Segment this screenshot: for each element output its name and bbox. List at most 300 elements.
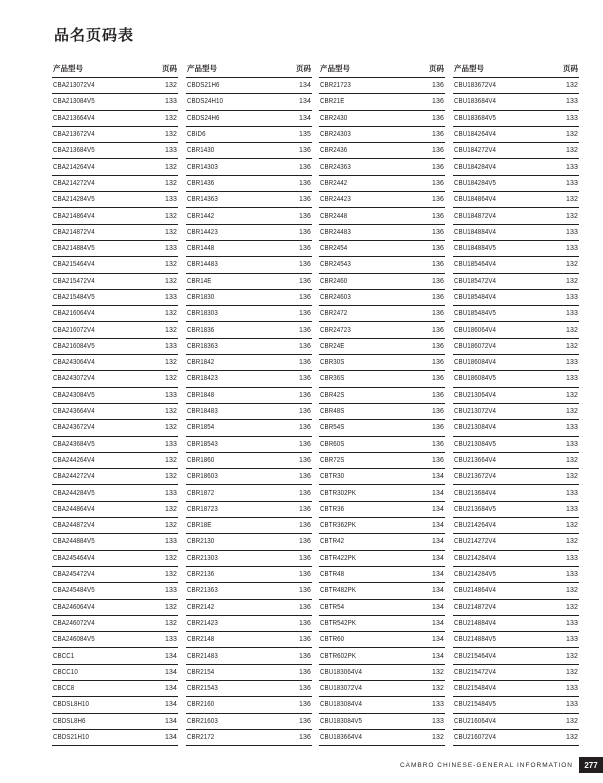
table-row [453, 648, 579, 664]
table-row [186, 583, 312, 599]
page-ref: 132 [165, 505, 177, 513]
page-ref: 132 [566, 342, 578, 350]
page-ref: 133 [165, 98, 177, 106]
product-code: CBA243684V5 [53, 440, 95, 448]
page-ref: 136 [299, 685, 311, 693]
page-ref: 134 [165, 685, 177, 693]
table-row [319, 583, 445, 599]
table-row [186, 355, 312, 371]
table-row [319, 714, 445, 730]
column-header [186, 60, 312, 78]
table-row [453, 143, 579, 159]
product-code: CBR1436 [187, 179, 215, 187]
table-row [319, 355, 445, 371]
page-ref: 133 [165, 147, 177, 155]
table-row [453, 420, 579, 436]
table-row [52, 420, 178, 436]
page-ref: 132 [165, 359, 177, 367]
page-ref: 136 [299, 522, 311, 530]
product-code: CBR18E [187, 522, 212, 530]
page-ref: 132 [432, 668, 444, 676]
page-ref: 133 [566, 571, 578, 579]
product-code: CBA243084V5 [53, 391, 95, 399]
column-header [319, 60, 445, 78]
product-code: CBU184872V4 [454, 212, 497, 220]
table-row [319, 485, 445, 501]
product-code: CBR18423 [187, 375, 218, 383]
table-row [319, 420, 445, 436]
product-code: CBDS21H6 [187, 82, 220, 90]
product-code: CBR30S [320, 359, 345, 367]
product-code: CBA216072V4 [53, 326, 95, 334]
product-code: CBR24363 [320, 163, 351, 171]
product-code: CBR18303 [187, 310, 218, 318]
table-row [186, 551, 312, 567]
page-ref: 136 [432, 326, 444, 334]
page-ref: 136 [432, 163, 444, 171]
page-ref: 136 [432, 228, 444, 236]
table-row [453, 257, 579, 273]
page-ref: 132 [165, 554, 177, 562]
table-row [186, 567, 312, 583]
page-ref: 132 [566, 196, 578, 204]
page-ref: 136 [299, 701, 311, 709]
page-ref: 134 [165, 701, 177, 709]
table-row [453, 404, 579, 420]
page-ref: 132 [165, 408, 177, 416]
product-code: CBU185472V4 [454, 277, 497, 285]
product-code: CBTR302PK [320, 489, 357, 497]
page-ref: 136 [299, 619, 311, 627]
table-row [453, 290, 579, 306]
page-ref: 133 [566, 98, 578, 106]
product-code: CBA213664V4 [53, 114, 95, 122]
product-code: CBA243072V4 [53, 375, 95, 383]
table-row [319, 290, 445, 306]
table-row [319, 437, 445, 453]
table-row [453, 730, 579, 746]
page-ref: 134 [299, 98, 311, 106]
header-model-label: 产品型号 [454, 64, 484, 73]
page-ref: 132 [165, 522, 177, 530]
product-code: CBA244884V5 [53, 538, 95, 546]
index-column [186, 60, 312, 746]
table-row [186, 225, 312, 241]
product-code: CBA213084V5 [53, 98, 95, 106]
page-ref: 133 [432, 701, 444, 709]
product-code: CBR21603 [187, 717, 218, 725]
product-code: CBR21483 [187, 652, 218, 660]
product-code: CBR2142 [187, 603, 215, 611]
product-code: CBR1854 [187, 424, 215, 432]
table-row [453, 697, 579, 713]
product-index-table [52, 60, 578, 752]
product-code: CBU213684V5 [454, 505, 497, 513]
column-header [52, 60, 178, 78]
table-row [319, 404, 445, 420]
product-code: CBU184284V5 [454, 179, 497, 187]
page-ref: 136 [299, 652, 311, 660]
product-code: CBR72S [320, 456, 345, 464]
page-ref: 132 [165, 277, 177, 285]
product-code: CBR2442 [320, 179, 348, 187]
table-row [186, 485, 312, 501]
page-ref: 133 [566, 636, 578, 644]
product-code: CBCC8 [53, 685, 75, 693]
page-ref: 136 [299, 587, 311, 595]
page-ref: 132 [165, 179, 177, 187]
product-code: CBTR48 [320, 571, 345, 579]
page-ref: 136 [299, 212, 311, 220]
product-code: CBR1872 [187, 489, 215, 497]
table-row [453, 567, 579, 583]
table-row [453, 632, 579, 648]
table-row [453, 469, 579, 485]
page-ref: 134 [165, 717, 177, 725]
table-row [453, 665, 579, 681]
header-page-label: 页码 [162, 64, 177, 73]
product-code: CBR1442 [187, 212, 215, 220]
table-row [453, 371, 579, 387]
page-ref: 136 [432, 245, 444, 253]
product-code: CBR2154 [187, 668, 215, 676]
product-code: CBA215484V5 [53, 294, 95, 301]
table-row [186, 322, 312, 338]
page-ref: 133 [566, 685, 578, 693]
page-ref: 133 [165, 636, 177, 644]
product-code: CBU184284V4 [454, 163, 497, 171]
product-code: CBU184272V4 [454, 147, 497, 155]
table-row [52, 469, 178, 485]
page-ref: 132 [566, 212, 578, 220]
page-ref: 132 [566, 326, 578, 334]
page-ref: 136 [299, 538, 311, 546]
product-code: CBU186084V5 [454, 375, 497, 383]
product-code: CBU185484V5 [454, 310, 497, 318]
product-code: CBR60S [320, 440, 345, 448]
table-row [186, 306, 312, 322]
page-ref: 134 [432, 652, 444, 660]
table-row [319, 94, 445, 110]
table-row [453, 127, 579, 143]
product-code: CBA214272V4 [53, 179, 95, 187]
page-ref: 132 [165, 261, 177, 269]
product-code: CBU186084V4 [454, 359, 497, 367]
table-row [453, 714, 579, 730]
product-code: CBU214284V5 [454, 571, 497, 579]
product-code: CBR18363 [187, 342, 218, 350]
header-model-label: 产品型号 [187, 64, 217, 73]
product-code: CBDSL8H10 [53, 701, 90, 709]
page-ref: 132 [566, 277, 578, 285]
table-row [319, 322, 445, 338]
table-row [186, 518, 312, 534]
table-row [52, 322, 178, 338]
page-ref: 133 [165, 294, 177, 301]
product-code: CBU216072V4 [454, 734, 497, 742]
page-ref: 136 [299, 147, 311, 155]
product-code: CBU186064V4 [454, 326, 497, 334]
product-code: CBTR422PK [320, 554, 357, 562]
page-ref: 133 [566, 245, 578, 253]
table-row [319, 534, 445, 550]
page-ref: 132 [566, 473, 578, 481]
page-ref: 136 [299, 636, 311, 644]
product-code: CBU214884V5 [454, 636, 497, 644]
table-row [319, 518, 445, 534]
product-code: CBA215472V4 [53, 277, 95, 285]
page-ref: 135 [299, 131, 311, 139]
table-row [453, 534, 579, 550]
product-code: CBU213672V4 [454, 473, 497, 481]
page-ref: 132 [566, 734, 578, 742]
product-code: CBU214264V4 [454, 522, 497, 530]
index-column [319, 60, 445, 746]
table-row [319, 681, 445, 697]
product-code: CBR1448 [187, 245, 215, 253]
table-row [186, 697, 312, 713]
table-row [453, 274, 579, 290]
page-ref: 136 [299, 505, 311, 513]
page-ref: 136 [432, 261, 444, 269]
table-row [319, 551, 445, 567]
product-code: CBR1830 [187, 294, 215, 301]
page-ref: 133 [165, 342, 177, 350]
table-row [52, 583, 178, 599]
header-model-label: 产品型号 [320, 64, 350, 73]
page-ref: 136 [299, 440, 311, 448]
page-ref: 132 [165, 163, 177, 171]
page-ref: 134 [432, 554, 444, 562]
table-row [52, 159, 178, 175]
table-row [52, 437, 178, 453]
page-ref: 132 [566, 408, 578, 416]
product-code: CBA213072V4 [53, 82, 95, 90]
page-ref: 136 [432, 375, 444, 383]
product-code: CBR24723 [320, 326, 351, 334]
page-ref: 136 [432, 212, 444, 220]
table-row [52, 453, 178, 469]
product-code: CBA214264V4 [53, 163, 95, 171]
page-ref: 136 [299, 310, 311, 318]
product-code: CBA215464V4 [53, 261, 95, 269]
product-code: CBU184264V4 [454, 131, 497, 139]
table-row [319, 306, 445, 322]
product-code: CBTR362PK [320, 522, 357, 530]
product-code: CBR18483 [187, 408, 218, 416]
table-row [186, 339, 312, 355]
page-ref: 136 [432, 310, 444, 318]
page-ref: 134 [432, 636, 444, 644]
table-row [319, 616, 445, 632]
product-code: CBA243064V4 [53, 359, 95, 367]
product-code: CBA245464V4 [53, 554, 95, 562]
page-ref: 134 [432, 538, 444, 546]
page-ref: 136 [299, 277, 311, 285]
table-row [319, 127, 445, 143]
page-ref: 133 [566, 310, 578, 318]
table-row [453, 78, 579, 94]
page-ref: 133 [165, 391, 177, 399]
page-ref: 132 [165, 326, 177, 334]
table-row [52, 355, 178, 371]
product-code: CBR1842 [187, 359, 215, 367]
page-ref: 136 [299, 424, 311, 432]
product-code: CBA216064V4 [53, 310, 95, 318]
product-code: CBR21723 [320, 82, 351, 90]
table-row [186, 176, 312, 192]
table-row [52, 290, 178, 306]
product-code: CBCC10 [53, 668, 78, 676]
product-code: CBU213664V4 [454, 456, 497, 464]
page-ref: 136 [299, 391, 311, 399]
page-ref: 134 [299, 82, 311, 90]
product-code: CBU183684V4 [454, 98, 497, 106]
table-row [186, 648, 312, 664]
table-row [319, 665, 445, 681]
page-ref: 132 [165, 424, 177, 432]
table-row [52, 127, 178, 143]
page-ref: 136 [432, 408, 444, 416]
table-row [186, 600, 312, 616]
page-ref: 132 [566, 652, 578, 660]
table-row [52, 616, 178, 632]
product-code: CBA214284V5 [53, 196, 95, 204]
page-ref: 136 [432, 196, 444, 204]
page-ref: 136 [299, 554, 311, 562]
table-row [453, 208, 579, 224]
table-row [52, 648, 178, 664]
page-ref: 134 [432, 489, 444, 497]
page-title: 品名页码表 [54, 26, 135, 44]
product-code: CBA244272V4 [53, 473, 95, 481]
product-code: CBR2130 [187, 538, 215, 546]
table-row [319, 274, 445, 290]
table-row [453, 225, 579, 241]
page-ref: 136 [432, 114, 444, 122]
product-code: CBU186072V4 [454, 342, 497, 350]
product-code: CBA216084V5 [53, 342, 95, 350]
table-row [453, 518, 579, 534]
product-code: CBU214884V4 [454, 619, 497, 627]
page-ref: 133 [566, 114, 578, 122]
page-ref: 133 [566, 228, 578, 236]
product-code: CBU183084V4 [320, 701, 363, 709]
product-code: CBR2136 [187, 571, 215, 579]
table-row [186, 502, 312, 518]
product-code: CBDS24H10 [187, 98, 224, 106]
page-ref: 132 [165, 473, 177, 481]
table-row [453, 681, 579, 697]
product-code: CBA243672V4 [53, 424, 95, 432]
page-ref: 136 [299, 603, 311, 611]
header-page-label: 页码 [563, 64, 578, 73]
table-row [453, 502, 579, 518]
page-ref: 136 [299, 294, 311, 301]
page-ref: 136 [299, 489, 311, 497]
product-code: CBU213084V5 [454, 440, 497, 448]
product-code: CBR2430 [320, 114, 348, 122]
page-ref: 133 [566, 489, 578, 497]
product-code: CBTR54 [320, 603, 345, 611]
table-row [186, 420, 312, 436]
table-row [319, 632, 445, 648]
table-row [186, 665, 312, 681]
product-code: CBR24543 [320, 261, 351, 269]
page-ref: 133 [566, 359, 578, 367]
table-row [319, 469, 445, 485]
table-row [319, 648, 445, 664]
page-ref: 136 [432, 147, 444, 155]
table-row [453, 176, 579, 192]
table-row [52, 567, 178, 583]
product-code: CBA244284V5 [53, 489, 95, 497]
product-code: CBTR602PK [320, 652, 357, 660]
page-ref: 132 [165, 228, 177, 236]
table-row [186, 681, 312, 697]
table-row [52, 306, 178, 322]
table-row [319, 371, 445, 387]
table-row [319, 697, 445, 713]
page-ref: 136 [432, 359, 444, 367]
product-code: CBU213072V4 [454, 408, 497, 416]
product-code: CBU183072V4 [320, 685, 363, 693]
product-code: CBR14E [187, 277, 212, 285]
page-ref: 133 [566, 505, 578, 513]
table-row [453, 355, 579, 371]
product-code: CBU183684V5 [454, 114, 497, 122]
product-code: CBDSL8H6 [53, 717, 86, 725]
table-row [52, 534, 178, 550]
product-code: CBU213684V4 [454, 489, 497, 497]
page-ref: 133 [165, 245, 177, 253]
table-row [453, 94, 579, 110]
product-code: CBR1430 [187, 147, 215, 155]
header-page-label: 页码 [296, 64, 311, 73]
page-ref: 136 [299, 408, 311, 416]
table-row [52, 388, 178, 404]
table-row [319, 339, 445, 355]
page-ref: 133 [566, 619, 578, 627]
product-code: CBTR60 [320, 636, 345, 644]
table-row [186, 371, 312, 387]
table-row [186, 78, 312, 94]
table-row [52, 176, 178, 192]
product-code: CBR2160 [187, 701, 215, 709]
footer-publication-title: CAMBRO CHINESE-GENERAL INFORMATION [399, 761, 573, 769]
index-column [453, 60, 579, 746]
table-row [319, 502, 445, 518]
product-code: CBU183064V4 [320, 668, 363, 676]
page-ref: 136 [299, 163, 311, 171]
table-row [186, 437, 312, 453]
table-row [186, 274, 312, 290]
header-page-label: 页码 [429, 64, 444, 73]
index-column [52, 60, 178, 746]
product-code: CBU215484V5 [454, 701, 497, 709]
page-ref: 132 [566, 456, 578, 464]
product-code: CBR1848 [187, 391, 215, 399]
product-code: CBU183084V5 [320, 717, 363, 725]
product-code: CBU184864V4 [454, 196, 497, 204]
product-code: CBR21303 [187, 554, 218, 562]
product-code: CBA246064V4 [53, 603, 95, 611]
page-ref: 133 [432, 717, 444, 725]
product-code: CBR2172 [187, 734, 215, 742]
table-row [52, 241, 178, 257]
page-ref: 134 [165, 734, 177, 742]
page-ref: 132 [566, 391, 578, 399]
